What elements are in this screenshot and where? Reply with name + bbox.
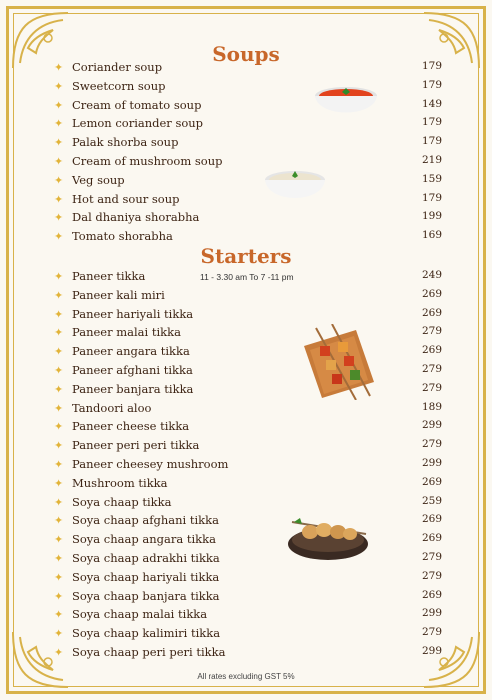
sparkle-icon: ✦ — [54, 364, 64, 377]
menu-item-price: 269 — [421, 306, 442, 319]
menu-item — [54, 513, 442, 531]
menu-item-name: Lemon coriander soup — [72, 116, 204, 131]
menu-item-name: Paneer banjara tikka — [72, 381, 194, 396]
menu-item — [54, 98, 442, 116]
menu-item — [54, 532, 442, 550]
menu-item — [54, 476, 442, 494]
menu-item-price: 259 — [421, 494, 442, 507]
menu-item — [54, 551, 442, 569]
menu-item-price: 269 — [421, 287, 442, 300]
sparkle-icon: ✦ — [54, 98, 64, 112]
menu-item — [54, 307, 442, 325]
menu-item-price: 189 — [421, 400, 442, 413]
menu-item-price: 269 — [421, 588, 442, 601]
menu-item — [54, 401, 442, 419]
menu-item-price: 279 — [421, 626, 442, 639]
menu-item — [54, 116, 442, 134]
sparkle-icon: ✦ — [54, 458, 64, 471]
menu-item-price: 279 — [421, 381, 442, 394]
menu-item — [54, 589, 442, 607]
menu-item — [54, 135, 442, 153]
sparkle-icon: ✦ — [54, 345, 64, 359]
sparkle-icon: ✦ — [54, 211, 64, 225]
sparkle-icon: ✦ — [54, 533, 64, 547]
menu-item-name: Paneer cheesey mushroom — [72, 457, 229, 471]
menu-item-name: Paneer malai tikka — [72, 325, 181, 340]
menu-item-name: Soya chaap malai tikka — [72, 607, 208, 622]
menu-item-name: Paneer cheese tikka — [72, 419, 190, 434]
menu-item — [54, 344, 442, 362]
sparkle-icon: ✦ — [54, 61, 64, 74]
menu-item-name: Hot and sour soup — [72, 191, 180, 206]
menu-item — [54, 382, 442, 400]
menu-item — [54, 645, 442, 663]
starters-heading: Starters — [200, 244, 292, 268]
menu-item-price: 179 — [421, 116, 442, 129]
menu-item-price: 279 — [421, 325, 442, 338]
mushroom-soup-image — [262, 166, 328, 212]
menu-item — [54, 419, 442, 437]
menu-item-price: 269 — [421, 532, 442, 545]
soups-heading: Soups — [212, 42, 280, 66]
menu-item — [54, 269, 442, 287]
sparkle-icon: ✦ — [54, 136, 64, 150]
menu-item-name: Soya chaap angara tikka — [72, 532, 216, 547]
sparkle-icon: ✦ — [54, 420, 64, 434]
menu-item-name: Sweetcorn soup — [72, 78, 166, 93]
menu-item-name: Cream of mushroom soup — [72, 154, 223, 168]
menu-item-name: Paneer hariyali tikka — [72, 306, 194, 321]
menu-item-name: Soya chaap adrakhi tikka — [72, 551, 220, 565]
menu-item-price: 299 — [421, 457, 442, 469]
sparkle-icon: ✦ — [54, 117, 64, 131]
sparkle-icon: ✦ — [54, 495, 64, 509]
menu-item-price: 219 — [421, 154, 442, 166]
menu-item — [54, 173, 442, 191]
sparkle-icon: ✦ — [54, 608, 64, 622]
menu-item-name: Paneer angara tikka — [72, 344, 190, 359]
sparkle-icon: ✦ — [54, 552, 64, 565]
sparkle-icon: ✦ — [54, 589, 64, 603]
menu-item-price: 149 — [421, 97, 442, 110]
sparkle-icon: ✦ — [54, 570, 64, 584]
menu-item — [54, 192, 442, 210]
menu-item — [54, 210, 442, 228]
menu-item-price: 179 — [421, 78, 442, 91]
sparkle-icon: ✦ — [54, 79, 64, 93]
soya-chaap-image — [286, 504, 370, 562]
starters-timing: 11 - 3.30 am To 7 -11 pm — [200, 272, 294, 282]
menu-item-price: 269 — [421, 344, 442, 357]
menu-item-price: 179 — [421, 135, 442, 148]
menu-item-price: 299 — [421, 645, 442, 657]
tomato-soup-image — [312, 82, 380, 128]
sparkle-icon: ✦ — [54, 439, 64, 453]
menu-item-name: Paneer peri peri tikka — [72, 438, 200, 453]
menu-item-price: 159 — [421, 172, 442, 185]
sparkle-icon: ✦ — [54, 646, 64, 659]
menu-item-price: 179 — [421, 60, 442, 72]
menu-item-price: 269 — [421, 475, 442, 488]
sparkle-icon: ✦ — [54, 307, 64, 321]
menu-item-name: Mushroom tikka — [72, 475, 168, 490]
menu-item-name: Cream of tomato soup — [72, 97, 202, 112]
menu-item-price: 249 — [421, 269, 442, 281]
sparkle-icon: ✦ — [54, 476, 64, 490]
menu-item — [54, 154, 442, 172]
menu-item-price: 199 — [421, 210, 442, 223]
gst-footnote: All rates excluding GST 5% — [197, 672, 295, 681]
menu-item-name: Soya chaap tikka — [72, 494, 172, 509]
menu-item-price: 179 — [421, 191, 442, 204]
paneer-tikka-image — [296, 324, 378, 400]
menu-item-name: Dal dhaniya shorabha — [72, 210, 200, 225]
sparkle-icon: ✦ — [54, 401, 64, 415]
menu-item-name: Coriander soup — [72, 60, 163, 74]
menu-item — [54, 363, 442, 381]
menu-item-price: 279 — [421, 551, 442, 563]
sparkle-icon: ✦ — [54, 382, 64, 396]
menu-item-price: 279 — [421, 438, 442, 451]
menu-item-name: Soya chaap banjara tikka — [72, 588, 220, 603]
menu-item-price: 279 — [421, 363, 442, 375]
menu-item-name: Veg soup — [72, 172, 125, 187]
sparkle-icon: ✦ — [54, 270, 64, 283]
menu-item — [54, 60, 442, 78]
menu-item — [54, 438, 442, 456]
sparkle-icon: ✦ — [54, 326, 64, 340]
menu-item-name: Soya chaap afghani tikka — [72, 513, 219, 528]
sparkle-icon: ✦ — [54, 192, 64, 206]
menu-item-name: Soya chaap kalimiri tikka — [72, 626, 221, 641]
menu-item-price: 299 — [421, 419, 442, 432]
menu-item — [54, 495, 442, 513]
sparkle-icon: ✦ — [54, 288, 64, 302]
menu-item-name: Soya chaap peri peri tikka — [72, 645, 226, 659]
sparkle-icon: ✦ — [54, 514, 64, 528]
menu-item-name: Palak shorba soup — [72, 135, 179, 150]
menu-item — [54, 607, 442, 625]
menu-item-price: 279 — [421, 569, 442, 582]
sparkle-icon: ✦ — [54, 173, 64, 187]
menu-item-name: Soya chaap hariyali tikka — [72, 569, 220, 584]
menu-item — [54, 626, 442, 644]
menu-item-price: 299 — [421, 607, 442, 620]
menu-item-price: 269 — [421, 513, 442, 526]
menu-item — [54, 570, 442, 588]
menu-item — [54, 79, 442, 97]
sparkle-icon: ✦ — [54, 627, 64, 641]
menu-item-name: Paneer kali miri — [72, 287, 165, 302]
menu-item-name: Paneer tikka — [72, 269, 146, 283]
menu-item-price: 169 — [421, 229, 442, 242]
menu-item — [54, 325, 442, 343]
menu-item — [54, 288, 442, 306]
menu-item — [54, 457, 442, 475]
menu-item-name: Paneer afghani tikka — [72, 363, 193, 377]
menu-item-name: Tomato shorabha — [72, 229, 173, 244]
sparkle-icon: ✦ — [54, 230, 64, 244]
menu-item-name: Tandoori aloo — [72, 400, 152, 415]
sparkle-icon: ✦ — [54, 155, 64, 168]
